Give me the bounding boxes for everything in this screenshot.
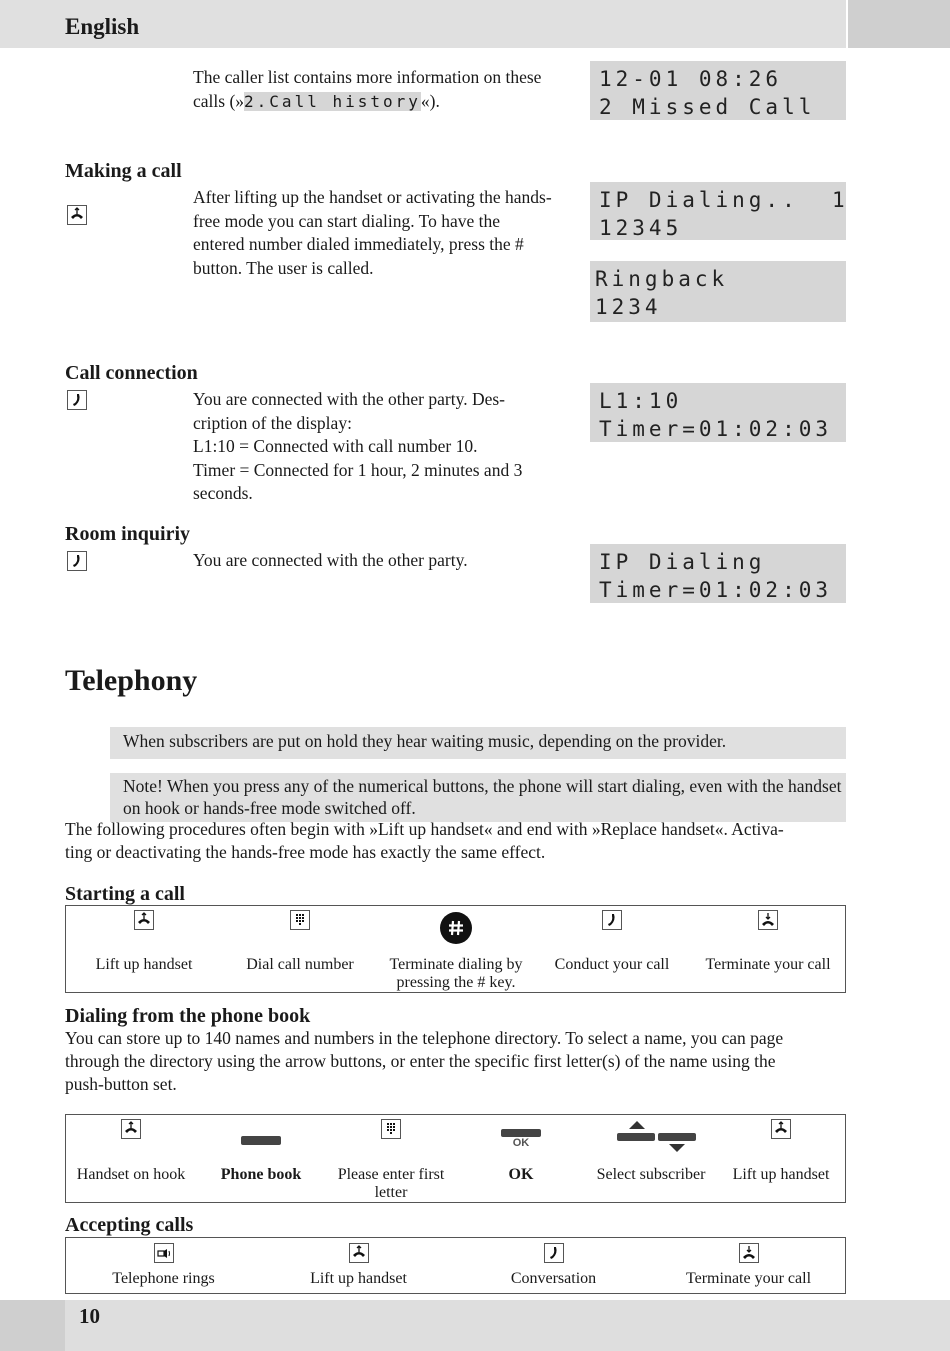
hash-key-icon <box>440 912 472 944</box>
step-label: OK <box>508 1166 534 1183</box>
keypad-icon <box>381 1119 401 1139</box>
step-label: Please enter first <box>337 1166 445 1183</box>
starting-call-steps <box>65 905 846 993</box>
making-call-text: After lifting up the handset or activating the hands-free mode you can start dialing. To have the entered number dialed immediately, press the # button. The user is called. <box>193 187 552 278</box>
phonebook-heading: Dialing from the phone book <box>65 1005 311 1027</box>
display-room-inquiry <box>590 544 846 603</box>
step-label: Lift up handset <box>732 1166 830 1183</box>
display-ringback <box>590 261 846 322</box>
hang-up-icon <box>739 1243 759 1263</box>
step-label: Select subscriber <box>596 1166 706 1183</box>
display-connected <box>590 383 846 442</box>
text-line: cription of the display: <box>193 412 352 433</box>
inline-display: 2.Call history <box>244 91 421 111</box>
softkey-icon <box>241 1136 281 1145</box>
text-line: The following procedures often begin with »Lift up handset« and end with »Replace handset«. Activa- <box>65 819 784 839</box>
starting-call-heading: Starting a call <box>65 883 185 905</box>
step-lift-up-handset <box>716 1119 846 1199</box>
hang-up-icon <box>758 910 778 930</box>
intro-text <box>193 66 553 113</box>
step-terminate-call <box>651 1243 846 1291</box>
lift-handset-icon <box>121 1119 141 1139</box>
step-dial-number <box>222 910 378 990</box>
call-connection-heading: Call connection <box>65 362 198 384</box>
step-label: Telephone rings <box>112 1270 215 1287</box>
making-call-heading: Making a call <box>65 160 182 182</box>
intro-text-before: The caller list contains more information on these calls (» <box>193 67 542 111</box>
step-label: Terminate dialing by <box>389 956 523 973</box>
step-lift-up-handset <box>66 910 222 990</box>
step-conduct-call <box>534 910 690 990</box>
step-telephone-rings <box>66 1243 261 1291</box>
hold-music-note: When subscribers are put on hold they hear waiting music, depending on the provider. <box>110 727 846 759</box>
telephony-body <box>65 818 855 864</box>
text-line: ting or deactivating the hands-free mode has exactly the same effect. <box>65 842 546 862</box>
display-line-1: 12-01 08:26 <box>599 67 783 91</box>
display-line-2: Timer=01:02:03 <box>599 578 833 602</box>
text-line: seconds. <box>193 483 253 503</box>
footer-box <box>65 1300 950 1351</box>
keypad-icon <box>290 910 310 930</box>
room-inquiry-heading: Room inquiriy <box>65 523 191 545</box>
text-line: Timer = Connected for 1 hour, 2 minutes and 3 <box>193 459 523 480</box>
step-phone-book <box>196 1119 326 1199</box>
arrow-keys-icon <box>601 1119 701 1157</box>
step-label: Conduct your call <box>554 956 670 973</box>
step-label: letter <box>374 1184 408 1201</box>
intro-text-after: «). <box>420 90 440 111</box>
phonebook-steps <box>65 1114 846 1203</box>
display-line-1: IP Dialing <box>599 550 766 574</box>
display-line-2: 1234 <box>595 295 662 319</box>
lift-handset-icon <box>771 1119 791 1139</box>
phonebook-text <box>65 1027 865 1096</box>
text-line: You are connected with the other party. Des- <box>193 389 505 409</box>
display-line-1: IP Dialing.. 1 <box>599 188 849 212</box>
language-label: English <box>65 14 140 39</box>
telephony-title: Telephony <box>65 664 198 697</box>
conversation-icon <box>67 390 87 410</box>
text-line: push-button set. <box>65 1074 177 1094</box>
page-number: 10 <box>79 1304 100 1328</box>
display-line-2: Timer=01:02:03 <box>599 417 833 441</box>
step-label: Conversation <box>510 1270 597 1287</box>
step-terminate-call <box>690 910 846 990</box>
step-hash-key <box>378 910 534 990</box>
text-line: You can store up to 140 names and numbers in the telephone directory. To select a name, you can page <box>65 1028 784 1048</box>
conversation-icon <box>544 1243 564 1263</box>
display-line-1: L1:10 <box>599 389 683 413</box>
display-missed-calls <box>590 61 846 120</box>
call-connection-text <box>193 388 563 506</box>
lift-handset-icon <box>349 1243 369 1263</box>
step-label: Terminate your call <box>685 1270 812 1287</box>
step-label: Lift up handset <box>310 1270 407 1287</box>
step-lift-up-handset <box>261 1243 456 1291</box>
display-line-2: 12345 <box>599 216 683 240</box>
display-line-1: Ringback <box>595 267 729 291</box>
ringing-icon <box>154 1243 174 1263</box>
step-label: Terminate your call <box>705 956 831 973</box>
step-label: Dial call number <box>246 956 354 973</box>
accepting-calls-heading: Accepting calls <box>65 1214 194 1236</box>
ok-key-text: OK <box>512 1137 530 1149</box>
conversation-icon <box>67 551 87 571</box>
text-line: through the directory using the arrow buttons, or enter the specific first letter(s) of the name using the <box>65 1051 776 1071</box>
numerical-buttons-note: Note! When you press any of the numerical buttons, the phone will start dialing, even with the handset on hook or hands-free mode switched off. <box>110 773 846 822</box>
conversation-icon <box>602 910 622 930</box>
lift-handset-icon <box>134 910 154 930</box>
ok-key-icon <box>501 1129 541 1149</box>
display-line-2: 2 Missed Call <box>599 95 816 119</box>
step-label: pressing the # key. <box>396 974 516 991</box>
step-label: Handset on hook <box>76 1166 186 1183</box>
step-enter-letter <box>326 1119 456 1199</box>
step-conversation <box>456 1243 651 1291</box>
step-label: Lift up handset <box>95 956 193 973</box>
step-ok <box>456 1119 586 1199</box>
lift-handset-icon <box>67 205 87 225</box>
text-line: L1:10 = Connected with call number 10. <box>193 436 478 456</box>
display-ip-dialing <box>590 182 849 240</box>
step-handset-on-hook <box>66 1119 196 1199</box>
header-corner <box>848 0 950 48</box>
step-select-subscriber <box>586 1119 716 1199</box>
accepting-calls-steps <box>65 1237 846 1294</box>
step-label: Phone book <box>220 1166 302 1183</box>
room-inquiry-text: You are connected with the other party. <box>193 550 468 570</box>
